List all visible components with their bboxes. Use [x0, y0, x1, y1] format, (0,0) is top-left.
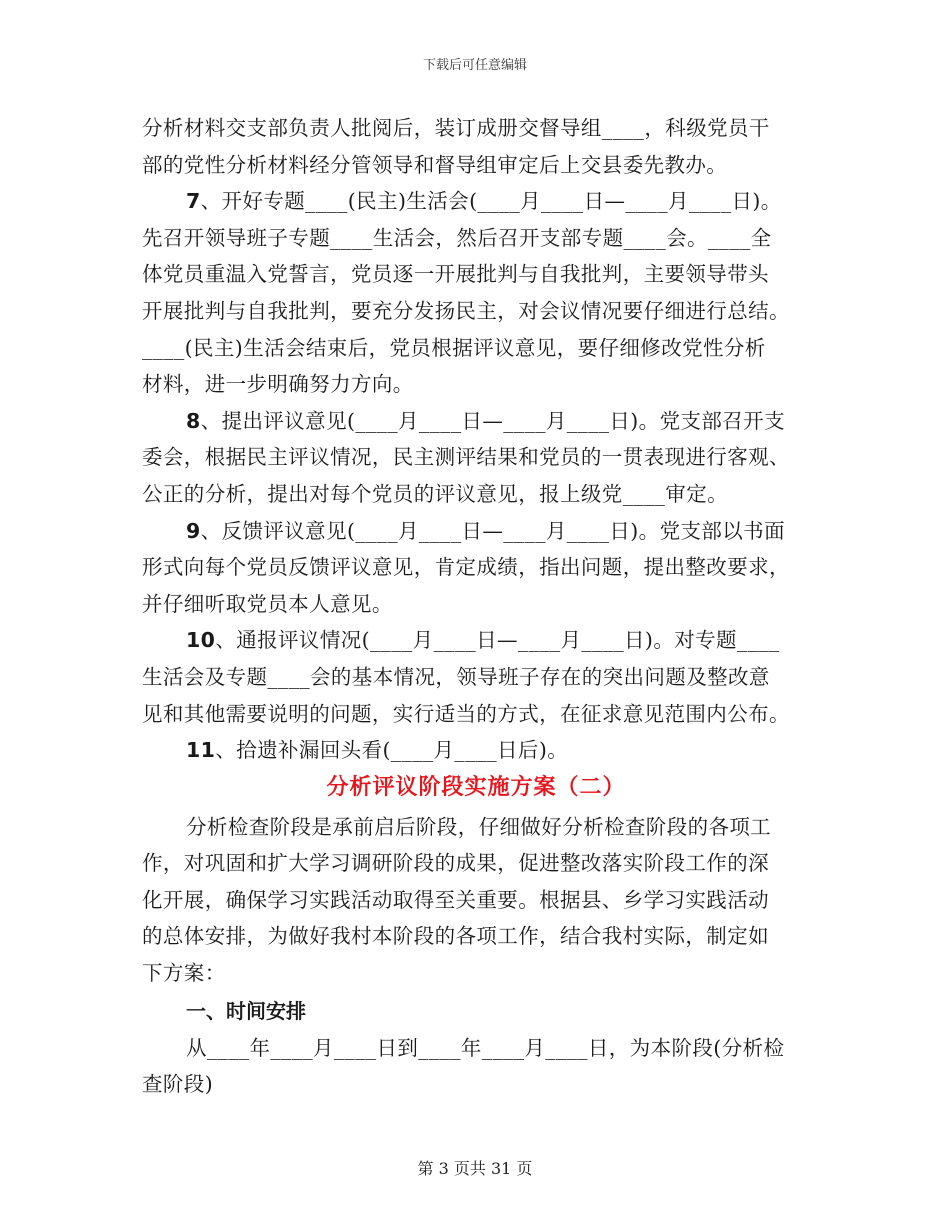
paragraph-line: 查阶段) — [142, 1072, 214, 1097]
heading-time-arrangement: 一、时间安排 — [186, 998, 306, 1023]
paragraph-line: 见和其他需要说明的问题，实行适当的方式，在征求意见范围内公布。 — [142, 701, 790, 726]
list-item-7 — [142, 183, 810, 220]
paragraph-line: 体党员重温入党誓言，党员逐一开展批判与自我批判，主要领导带头 — [142, 262, 769, 287]
paragraph-text: 、开好专题____(民主)生活会(____月____日—____月____日)。 — [200, 189, 782, 214]
paragraph-text: 、提出评议意见(____月____日—____月____日)。党支部召开支 — [200, 408, 785, 433]
paragraph-line: 先召开领导班子专题____生活会，然后召开支部专题____会。____全 — [142, 225, 772, 250]
paragraph-line: 公正的分析，提出对每个党员的评议意见，报上级党____审定。 — [142, 481, 728, 506]
item-number: 10 — [186, 628, 216, 653]
item-number: 9 — [186, 518, 201, 543]
paragraph-line: 并仔细听取党员本人意见。 — [142, 591, 393, 616]
header-note: 下载后可任意编辑 — [422, 58, 527, 73]
paragraph-line: 委会，根据民主评议情况，民主测评结果和党员的一贯表现进行客观、 — [142, 445, 790, 470]
item-number: 8 — [186, 408, 201, 433]
paragraph-text: 、通报评议情况(____月____日—____月____日)。对专题____ — [215, 628, 780, 653]
paragraph-line: 生活会及专题____会的基本情况，领导班子存在的突出问题及整改意 — [142, 664, 770, 689]
paragraph-line: 化开展，确保学习实践活动取得至关重要。根据县、乡学习实践活动 — [142, 887, 769, 912]
paragraph-text: 、拾遗补漏回头看(____月____日后)。 — [215, 738, 569, 763]
paragraph-line: ____(民主)生活会结束后，党员根据评议意见，要仔细修改党性分析 — [142, 335, 766, 360]
page-footer: 第 3 页共 31 页 — [417, 1159, 533, 1178]
paragraph-line: 分析材料交支部负责人批阅后，装订成册交督导组____，科级党员干 — [142, 116, 770, 140]
paragraph-line: 下方案： — [142, 961, 226, 986]
paragraph-line: 开展批判与自我批判，要充分发扬民主，对会议情况要仔细进行总结。 — [142, 298, 790, 323]
list-item-9 — [142, 513, 810, 550]
paragraph-line: 作，对巩固和扩大学习调研阶段的成果，促进整改落实阶段工作的深 — [142, 851, 769, 876]
section-title: 分析评议阶段实施方案（二） — [326, 774, 626, 800]
list-item-10 — [142, 622, 810, 659]
list-item-11 — [142, 732, 810, 769]
paragraph-line: 材料，进一步明确努力方向。 — [142, 372, 414, 397]
paragraph-line: 从____年____月____日到____年____月____日，为本阶段(分析检 — [186, 1035, 785, 1060]
paragraph-line: 的总体安排，为做好我村本阶段的各项工作，结合我村实际，制定如 — [142, 924, 769, 949]
paragraph-line: 分析检查阶段是承前启后阶段，仔细做好分析检查阶段的各项工 — [186, 814, 772, 839]
paragraph-text: 、反馈评议意见(____月____日—____月____日)。党支部以书面 — [200, 518, 785, 543]
item-number: 7 — [186, 189, 201, 214]
paragraph-line: 部的党性分析材料经分管领导和督导组审定后上交县委先教办。 — [142, 152, 728, 177]
paragraph-line: 形式向每个党员反馈评议意见，肯定成绩，指出问题，提出整改要求， — [142, 555, 790, 580]
list-item-8 — [142, 403, 810, 440]
document-body — [142, 110, 810, 1103]
item-number: 11 — [186, 738, 216, 763]
